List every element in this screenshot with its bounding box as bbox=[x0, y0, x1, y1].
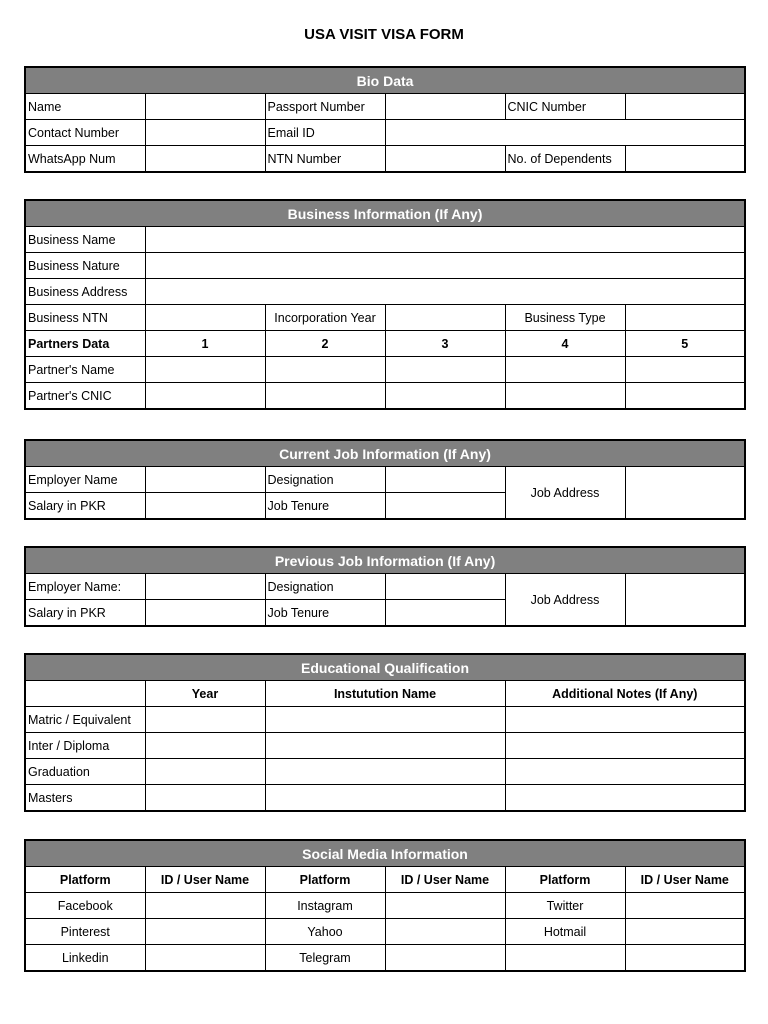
table-row bbox=[25, 893, 745, 919]
hotmail-username-field[interactable] bbox=[625, 919, 745, 945]
ntn-number-label: NTN Number bbox=[265, 146, 385, 173]
table-row bbox=[25, 759, 745, 785]
year-field[interactable] bbox=[145, 733, 265, 759]
platform-twitter: Twitter bbox=[505, 893, 625, 919]
table-row bbox=[25, 305, 745, 331]
name-field[interactable] bbox=[145, 94, 265, 120]
platform-linkedin: Linkedin bbox=[25, 945, 145, 972]
telegram-username-field[interactable] bbox=[385, 945, 505, 972]
table-row bbox=[25, 94, 745, 120]
notes-field[interactable] bbox=[505, 785, 745, 812]
partner-cnic-field-1[interactable] bbox=[145, 383, 265, 410]
table-header-row bbox=[25, 867, 745, 893]
partner-name-field-2[interactable] bbox=[265, 357, 385, 383]
platform-yahoo: Yahoo bbox=[265, 919, 385, 945]
job-address-label: Job Address bbox=[505, 467, 625, 520]
platform-blank bbox=[505, 945, 625, 972]
institution-field[interactable] bbox=[265, 707, 505, 733]
business-name-field[interactable] bbox=[145, 227, 745, 253]
education-col-blank bbox=[25, 681, 145, 707]
instagram-username-field[interactable] bbox=[385, 893, 505, 919]
business-info-section bbox=[24, 199, 746, 410]
passport-number-field[interactable] bbox=[385, 94, 505, 120]
institution-field[interactable] bbox=[265, 733, 505, 759]
username-column-header: ID / User Name bbox=[385, 867, 505, 893]
prev-employer-name-label: Employer Name: bbox=[25, 574, 145, 600]
twitter-username-field[interactable] bbox=[625, 893, 745, 919]
previous-job-section bbox=[24, 546, 746, 627]
bio-data-section bbox=[24, 66, 746, 173]
passport-number-label: Passport Number bbox=[265, 94, 385, 120]
salary-label: Salary in PKR bbox=[25, 493, 145, 520]
partner-col-4: 4 bbox=[505, 331, 625, 357]
partner-name-field-1[interactable] bbox=[145, 357, 265, 383]
partner-name-field-4[interactable] bbox=[505, 357, 625, 383]
whatsapp-num-field[interactable] bbox=[145, 146, 265, 173]
platform-telegram: Telegram bbox=[265, 945, 385, 972]
institution-field[interactable] bbox=[265, 785, 505, 812]
username-column-header: ID / User Name bbox=[145, 867, 265, 893]
partner-cnic-field-2[interactable] bbox=[265, 383, 385, 410]
partner-col-2: 2 bbox=[265, 331, 385, 357]
partners-data-label: Partners Data bbox=[25, 331, 145, 357]
platform-column-header: Platform bbox=[505, 867, 625, 893]
table-row bbox=[25, 733, 745, 759]
salary-field[interactable] bbox=[145, 493, 265, 520]
prev-salary-field[interactable] bbox=[145, 600, 265, 627]
prev-salary-label: Salary in PKR bbox=[25, 600, 145, 627]
partner-col-3: 3 bbox=[385, 331, 505, 357]
social-media-section bbox=[24, 839, 746, 972]
incorporation-year-label: Incorporation Year bbox=[265, 305, 385, 331]
job-tenure-field[interactable] bbox=[385, 493, 505, 520]
employer-name-field[interactable] bbox=[145, 467, 265, 493]
business-address-field[interactable] bbox=[145, 279, 745, 305]
business-address-label: Business Address bbox=[25, 279, 145, 305]
business-name-label: Business Name bbox=[25, 227, 145, 253]
notes-field[interactable] bbox=[505, 759, 745, 785]
table-row bbox=[25, 785, 745, 812]
institution-column-header: Instutution Name bbox=[265, 681, 505, 707]
table-row bbox=[25, 279, 745, 305]
table-row bbox=[25, 120, 745, 146]
business-nature-field[interactable] bbox=[145, 253, 745, 279]
notes-column-header: Additional Notes (If Any) bbox=[505, 681, 745, 707]
partner-cnic-field-4[interactable] bbox=[505, 383, 625, 410]
business-info-header: Business Information (If Any) bbox=[25, 200, 745, 227]
job-address-field[interactable] bbox=[625, 467, 745, 520]
table-row bbox=[25, 331, 745, 357]
table-header-row bbox=[25, 681, 745, 707]
partner-name-field-5[interactable] bbox=[625, 357, 745, 383]
table-row bbox=[25, 357, 745, 383]
partner-cnic-field-5[interactable] bbox=[625, 383, 745, 410]
year-field[interactable] bbox=[145, 785, 265, 812]
education-header: Educational Qualification bbox=[25, 654, 745, 681]
education-section bbox=[24, 653, 746, 812]
platform-column-header: Platform bbox=[265, 867, 385, 893]
cnic-number-label: CNIC Number bbox=[505, 94, 625, 120]
notes-field[interactable] bbox=[505, 733, 745, 759]
business-nature-label: Business Nature bbox=[25, 253, 145, 279]
employer-name-label: Employer Name bbox=[25, 467, 145, 493]
email-id-label: Email ID bbox=[265, 120, 385, 146]
table-row bbox=[25, 945, 745, 972]
username-column-header: ID / User Name bbox=[625, 867, 745, 893]
job-tenure-label: Job Tenure bbox=[265, 493, 385, 520]
partner-name-field-3[interactable] bbox=[385, 357, 505, 383]
prev-job-address-label: Job Address bbox=[505, 574, 625, 627]
platform-pinterest: Pinterest bbox=[25, 919, 145, 945]
ntn-number-field[interactable] bbox=[385, 146, 505, 173]
year-field[interactable] bbox=[145, 707, 265, 733]
form-title: USA VISIT VISA FORM bbox=[304, 26, 464, 43]
contact-number-field[interactable] bbox=[145, 120, 265, 146]
name-label: Name bbox=[25, 94, 145, 120]
cnic-number-field[interactable] bbox=[625, 94, 745, 120]
table-row bbox=[25, 227, 745, 253]
platform-facebook: Facebook bbox=[25, 893, 145, 919]
business-type-field[interactable] bbox=[625, 305, 745, 331]
education-level-label: Matric / Equivalent bbox=[25, 707, 145, 733]
partner-col-5: 5 bbox=[625, 331, 745, 357]
whatsapp-num-label: WhatsApp Num bbox=[25, 146, 145, 173]
platform-column-header: Platform bbox=[25, 867, 145, 893]
current-job-header: Current Job Information (If Any) bbox=[25, 440, 745, 467]
table-row bbox=[25, 467, 745, 493]
designation-field[interactable] bbox=[385, 467, 505, 493]
designation-label: Designation bbox=[265, 467, 385, 493]
prev-job-tenure-field[interactable] bbox=[385, 600, 505, 627]
education-level-label: Inter / Diploma bbox=[25, 733, 145, 759]
business-type-label: Business Type bbox=[505, 305, 625, 331]
education-level-label: Graduation bbox=[25, 759, 145, 785]
prev-job-address-field[interactable] bbox=[625, 574, 745, 627]
partner-col-1: 1 bbox=[145, 331, 265, 357]
partner-cnic-field-3[interactable] bbox=[385, 383, 505, 410]
previous-job-header: Previous Job Information (If Any) bbox=[25, 547, 745, 574]
institution-field[interactable] bbox=[265, 759, 505, 785]
current-job-section bbox=[24, 439, 746, 520]
contact-number-label: Contact Number bbox=[25, 120, 145, 146]
facebook-username-field[interactable] bbox=[145, 893, 265, 919]
prev-designation-field[interactable] bbox=[385, 574, 505, 600]
notes-field[interactable] bbox=[505, 707, 745, 733]
table-row bbox=[25, 253, 745, 279]
table-row bbox=[25, 146, 745, 173]
bio-data-header: Bio Data bbox=[25, 67, 745, 94]
partner-cnic-label: Partner's CNIC bbox=[25, 383, 145, 410]
platform-instagram: Instagram bbox=[265, 893, 385, 919]
education-level-label: Masters bbox=[25, 785, 145, 812]
table-row bbox=[25, 707, 745, 733]
social-media-header: Social Media Information bbox=[25, 840, 745, 867]
incorporation-year-field[interactable] bbox=[385, 305, 505, 331]
partner-name-label: Partner's Name bbox=[25, 357, 145, 383]
linkedin-username-field[interactable] bbox=[145, 945, 265, 972]
business-ntn-label: Business NTN bbox=[25, 305, 145, 331]
yahoo-username-field[interactable] bbox=[385, 919, 505, 945]
platform-hotmail: Hotmail bbox=[505, 919, 625, 945]
prev-job-tenure-label: Job Tenure bbox=[265, 600, 385, 627]
email-id-field[interactable] bbox=[385, 120, 745, 146]
year-field[interactable] bbox=[145, 759, 265, 785]
table-row bbox=[25, 574, 745, 600]
dependents-label: No. of Dependents bbox=[505, 146, 625, 173]
year-column-header: Year bbox=[145, 681, 265, 707]
table-row bbox=[25, 919, 745, 945]
blank-username-field[interactable] bbox=[625, 945, 745, 972]
table-row bbox=[25, 383, 745, 410]
dependents-field[interactable] bbox=[625, 146, 745, 173]
pinterest-username-field[interactable] bbox=[145, 919, 265, 945]
prev-designation-label: Designation bbox=[265, 574, 385, 600]
business-ntn-field[interactable] bbox=[145, 305, 265, 331]
prev-employer-name-field[interactable] bbox=[145, 574, 265, 600]
